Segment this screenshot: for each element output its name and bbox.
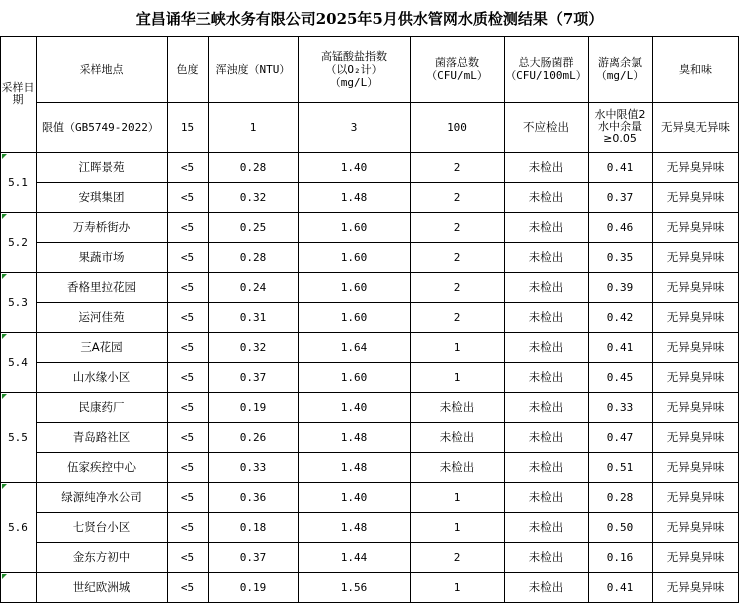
table-cell-cod: 1.40 xyxy=(340,160,368,174)
table-cell-chlorine: 0.35 xyxy=(606,250,634,264)
table-cell-coliform: 未检出 xyxy=(528,370,564,384)
table-cell-cod: 1.40 xyxy=(340,490,368,504)
table-cell-turbidity: 0.33 xyxy=(239,460,267,474)
table-cell-color: <5 xyxy=(180,550,195,564)
cell-marker-icon xyxy=(2,574,7,579)
grid-line xyxy=(410,36,411,602)
table-cell-color: <5 xyxy=(180,190,195,204)
limit-color: 15 xyxy=(180,120,195,134)
table-cell-color: <5 xyxy=(180,340,195,354)
table-cell-color: <5 xyxy=(180,580,195,594)
table-cell-odor: 无异臭异味 xyxy=(666,280,725,294)
table-cell-location: 青岛路社区 xyxy=(72,430,131,444)
grid-line xyxy=(652,36,653,602)
grid-line xyxy=(588,36,589,602)
table-cell-location: 金东方初中 xyxy=(72,550,131,564)
table-cell-colony: 未检出 xyxy=(439,460,475,474)
table-cell-colony: 2 xyxy=(453,310,461,324)
grid-line xyxy=(36,182,739,183)
table-cell-color: <5 xyxy=(180,400,195,414)
table-cell-odor: 无异臭异味 xyxy=(666,370,725,384)
grid-line xyxy=(504,36,505,602)
table-cell-coliform: 未检出 xyxy=(528,400,564,414)
header-chlorine-line: （mg/L） xyxy=(595,69,645,82)
header-cod xyxy=(298,36,410,102)
table-cell-turbidity: 0.19 xyxy=(239,580,267,594)
table-cell-chlorine: 0.50 xyxy=(606,520,634,534)
table-cell-color: <5 xyxy=(180,520,195,534)
table-cell-odor: 无异臭异味 xyxy=(666,190,725,204)
limit-chlorine: 水中限值2 水中余量≥0.05 xyxy=(594,108,646,145)
header-colony xyxy=(410,36,504,102)
table-cell-colony: 2 xyxy=(453,220,461,234)
table-cell-colony: 1 xyxy=(453,340,461,354)
limit-cod: 3 xyxy=(350,120,358,134)
grid-line xyxy=(36,422,739,423)
cell-marker-icon xyxy=(2,394,7,399)
grid-line xyxy=(36,362,739,363)
table-cell-chlorine: 0.41 xyxy=(606,340,634,354)
table-cell-chlorine: 0.41 xyxy=(606,160,634,174)
table-cell-coliform: 未检出 xyxy=(528,190,564,204)
sample-date: 5.6 xyxy=(8,520,28,534)
table-cell-location: 安琪集团 xyxy=(78,190,125,204)
table-cell-cod: 1.48 xyxy=(340,190,368,204)
table-cell-odor: 无异臭异味 xyxy=(666,250,725,264)
table-cell-coliform: 未检出 xyxy=(528,490,564,504)
table-cell-odor: 无异臭异味 xyxy=(666,340,725,354)
grid-line xyxy=(0,152,739,153)
table-cell-odor: 无异臭异味 xyxy=(666,580,725,594)
table-cell-turbidity: 0.24 xyxy=(239,280,267,294)
header-cod-line: （mg/L） xyxy=(329,75,379,89)
table-cell-cod: 1.60 xyxy=(340,250,368,264)
table-cell-turbidity: 0.31 xyxy=(239,310,267,324)
header-cod-line: （以O₂计） xyxy=(325,62,383,76)
grid-line xyxy=(36,242,739,243)
table-cell-odor: 无异臭异味 xyxy=(666,520,725,534)
table-cell-color: <5 xyxy=(180,280,195,294)
table-cell-location: 香格里拉花园 xyxy=(67,280,136,294)
cell-marker-icon xyxy=(2,274,7,279)
table-cell-color: <5 xyxy=(180,310,195,324)
table-cell-chlorine: 0.16 xyxy=(606,550,634,564)
table-cell-turbidity: 0.28 xyxy=(239,250,267,264)
table-cell-location: 万寿桥街办 xyxy=(72,220,131,234)
table-cell-odor: 无异臭异味 xyxy=(666,490,725,504)
table-cell-location: 七贤台小区 xyxy=(72,520,131,534)
table-cell-turbidity: 0.32 xyxy=(239,190,267,204)
limit-coliform: 不应检出 xyxy=(523,120,569,134)
table-cell-coliform: 未检出 xyxy=(528,580,564,594)
grid-line xyxy=(0,212,739,213)
table-cell-location: 民康药厂 xyxy=(78,400,125,414)
table-cell-cod: 1.64 xyxy=(340,340,368,354)
table-cell-odor: 无异臭异味 xyxy=(666,550,725,564)
grid-line xyxy=(0,392,739,393)
table-cell-coliform: 未检出 xyxy=(528,160,564,174)
table-cell-coliform: 未检出 xyxy=(528,430,564,444)
header-color: 色度 xyxy=(176,62,199,76)
limit-odor: 无异臭无异味 xyxy=(661,120,730,134)
table-cell-odor: 无异臭异味 xyxy=(666,460,725,474)
header-colony-line: （CFU/mL） xyxy=(426,69,488,82)
grid-line xyxy=(208,36,209,602)
table-cell-colony: 1 xyxy=(453,520,461,534)
grid-line xyxy=(36,302,739,303)
table-title: 宜昌诵华三峡水务有限公司2025年5月供水管网水质检测结果（7项） xyxy=(135,9,604,28)
table-cell-coliform: 未检出 xyxy=(528,460,564,474)
grid-line xyxy=(36,512,739,513)
table-cell-colony: 1 xyxy=(453,490,461,504)
table-cell-turbidity: 0.25 xyxy=(239,220,267,234)
table-cell-coliform: 未检出 xyxy=(528,550,564,564)
table-cell-colony: 1 xyxy=(453,580,461,594)
table-cell-colony: 2 xyxy=(453,250,461,264)
table-cell-colony: 2 xyxy=(453,160,461,174)
table-cell-cod: 1.60 xyxy=(340,280,368,294)
header-cod-line: 高锰酸盐指数 xyxy=(321,49,387,63)
table-cell-coliform: 未检出 xyxy=(528,280,564,294)
header-coliform xyxy=(504,36,588,102)
table-cell-chlorine: 0.33 xyxy=(606,400,634,414)
header-location: 采样地点 xyxy=(79,62,124,76)
grid-line xyxy=(0,572,739,573)
table-cell-cod: 1.48 xyxy=(340,430,368,444)
sample-date: 5.5 xyxy=(8,430,28,444)
table-cell-chlorine: 0.46 xyxy=(606,220,634,234)
sample-date: 5.2 xyxy=(8,235,28,249)
table-cell-coliform: 未检出 xyxy=(528,340,564,354)
table-cell-cod: 1.60 xyxy=(340,370,368,384)
table-cell-location: 山水缘小区 xyxy=(72,370,131,384)
table-cell-color: <5 xyxy=(180,430,195,444)
table-cell-color: <5 xyxy=(180,490,195,504)
header-chlorine xyxy=(588,36,652,102)
grid-line xyxy=(0,36,1,602)
table-cell-turbidity: 0.19 xyxy=(239,400,267,414)
table-cell-cod: 1.40 xyxy=(340,400,368,414)
table-cell-odor: 无异臭异味 xyxy=(666,220,725,234)
sample-date: 5.1 xyxy=(8,175,28,189)
table-cell-colony: 2 xyxy=(453,190,461,204)
table-cell-color: <5 xyxy=(180,250,195,264)
grid-line xyxy=(36,542,739,543)
grid-line xyxy=(0,482,739,483)
grid-line xyxy=(0,36,739,37)
table-cell-turbidity: 0.32 xyxy=(239,340,267,354)
table-cell-coliform: 未检出 xyxy=(528,250,564,264)
limit-label: 限值（GB5749-2022） xyxy=(42,121,159,134)
sample-date: 5.4 xyxy=(8,355,28,369)
table-cell-chlorine: 0.39 xyxy=(606,280,634,294)
limit-turbidity: 1 xyxy=(249,120,257,134)
table-cell-turbidity: 0.37 xyxy=(239,550,267,564)
table-cell-colony: 2 xyxy=(453,280,461,294)
table-cell-turbidity: 0.37 xyxy=(239,370,267,384)
table-cell-location: 世纪欧洲城 xyxy=(72,580,131,594)
grid-line xyxy=(36,452,739,453)
table-cell-chlorine: 0.51 xyxy=(606,460,634,474)
limit-colony: 100 xyxy=(447,120,467,134)
table-cell-colony: 1 xyxy=(453,370,461,384)
table-cell-coliform: 未检出 xyxy=(528,310,564,324)
grid-line xyxy=(298,36,299,602)
table-cell-coliform: 未检出 xyxy=(528,520,564,534)
table-cell-colony: 未检出 xyxy=(439,400,475,414)
table-cell-chlorine: 0.45 xyxy=(606,370,634,384)
grid-line xyxy=(0,272,739,273)
header-colony-line: 菌落总数 xyxy=(435,56,479,69)
table-cell-cod: 1.56 xyxy=(340,580,368,594)
grid-line xyxy=(0,332,739,333)
table-cell-color: <5 xyxy=(180,460,195,474)
grid-line xyxy=(167,36,168,602)
table-cell-color: <5 xyxy=(180,370,195,384)
cell-marker-icon xyxy=(2,484,7,489)
header-odor: 臭和味 xyxy=(679,62,712,76)
table-cell-chlorine: 0.41 xyxy=(606,580,634,594)
table-cell-location: 江晖景苑 xyxy=(78,160,125,174)
table-cell-turbidity: 0.28 xyxy=(239,160,267,174)
table-cell-color: <5 xyxy=(180,160,195,174)
table-cell-color: <5 xyxy=(180,220,195,234)
header-coliform-line: （CFU/100mL） xyxy=(505,69,587,82)
cell-marker-icon xyxy=(2,154,7,159)
table-cell-turbidity: 0.26 xyxy=(239,430,267,444)
table-cell-turbidity: 0.18 xyxy=(239,520,267,534)
header-sample-date: 采样日期 xyxy=(1,81,35,106)
table-cell-location: 伍家疾控中心 xyxy=(67,460,136,474)
table-cell-cod: 1.48 xyxy=(340,460,368,474)
table-cell-location: 运河佳苑 xyxy=(78,310,125,324)
table-cell-colony: 2 xyxy=(453,550,461,564)
table-cell-chlorine: 0.37 xyxy=(606,190,634,204)
table-cell-chlorine: 0.28 xyxy=(606,490,634,504)
grid-line xyxy=(36,36,37,602)
table-cell-cod: 1.60 xyxy=(340,220,368,234)
table-cell-cod: 1.60 xyxy=(340,310,368,324)
table-cell-cod: 1.48 xyxy=(340,520,368,534)
table-cell-cod: 1.44 xyxy=(340,550,368,564)
table-cell-odor: 无异臭异味 xyxy=(666,400,725,414)
table-cell-chlorine: 0.47 xyxy=(606,430,634,444)
cell-marker-icon xyxy=(2,334,7,339)
table-cell-odor: 无异臭异味 xyxy=(666,160,725,174)
table-cell-chlorine: 0.42 xyxy=(606,310,634,324)
table-cell-odor: 无异臭异味 xyxy=(666,310,725,324)
table-cell-location: 绿源纯净水公司 xyxy=(61,490,142,504)
header-chlorine-line: 游离余氯 xyxy=(598,56,642,69)
cell-marker-icon xyxy=(2,214,7,219)
table-cell-turbidity: 0.36 xyxy=(239,490,267,504)
header-coliform-line: 总大肠菌群 xyxy=(518,56,574,69)
table-cell-colony: 未检出 xyxy=(439,430,475,444)
table-cell-coliform: 未检出 xyxy=(528,220,564,234)
table-cell-odor: 无异臭异味 xyxy=(666,430,725,444)
header-turbidity: 浑浊度（NTU） xyxy=(215,62,291,76)
table-cell-location: 三A花园 xyxy=(80,340,123,354)
grid-line xyxy=(36,102,739,103)
table-cell-location: 果蔬市场 xyxy=(78,250,125,264)
sample-date: 5.3 xyxy=(8,295,28,309)
